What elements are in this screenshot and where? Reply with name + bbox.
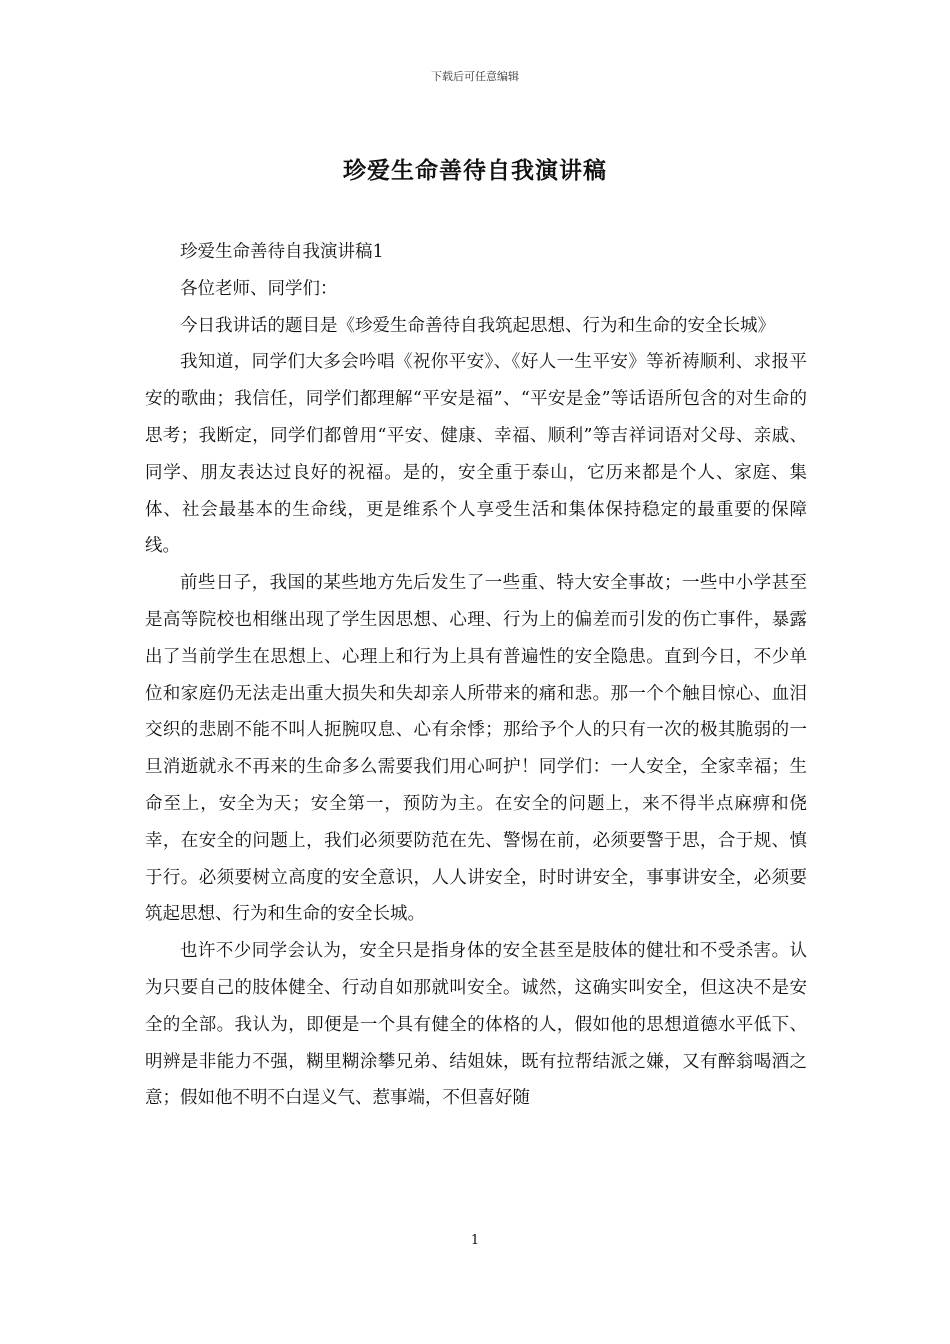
document-title: 珍爱生命善待自我演讲稿 <box>343 157 607 184</box>
body-paragraph: 今日我讲话的题目是《珍爱生命善待自我筑起思想、行为和生命的安全长城》 <box>180 315 775 336</box>
body-paragraph: 我知道，同学们大多会吟唱《祝你平安》、《好人一生平安》等祈祷顺利、求报平安的歌曲；我信任，同学们都理解“平安是福”、“平安是金”等话语所包含的对生命的思考；我断定，同学们都曾用“平安、健康、幸福、顺利”等吉祥词语对父母、亲戚、同学、朋友表达过良好的祝福。是的，安全重于泰山，它历来都是个人、家庭、集体、社会最基本的生命线，更是维系个人享受生活和集体保持稳定的最重要的保障线。 <box>145 352 807 557</box>
header-note: 下载后可任意编辑 <box>431 70 519 83</box>
page-number: 1 <box>470 1233 480 1248</box>
document-body <box>145 234 807 1117</box>
subtitle-paragraph: 珍爱生命善待自我演讲稿1 <box>180 242 384 262</box>
body-paragraph: 也许不少同学会认为，安全只是指身体的安全甚至是肢体的健壮和不受杀害。认为只要自己的肢体健全、行动自如那就叫安全。诚然，这确实叫安全，但这决不是安全的全部。我认为，即便是一个具有健全的体格的人，假如他的思想道德水平低下、明辨是非能力不强，糊里糊涂攀兄弟、结姐妹，既有拉帮结派之嫌，又有醉翁喝酒之意；假如他不明不白逞义气、惹事端，不但喜好随 <box>145 941 807 1109</box>
body-paragraph: 前些日子，我国的某些地方先后发生了一些重、特大安全事故；一些中小学甚至是高等院校也相继出现了学生因思想、心理、行为上的偏差而引发的伤亡事件，暴露出了当前学生在思想上、心理上和行为上具有普遍性的安全隐患。直到今日，不少单位和家庭仍无法走出重大损失和失却亲人所带来的痛和悲。那一个个触目惊心、血泪交织的悲剧不能不叫人扼腕叹息、心有余悸；那给予个人的只有一次的极其脆弱的一旦消逝就永不再来的生命多么需要我们用心呵护！同学们：一人安全，全家幸福；生命至上，安全为天；安全第一，预防为主。在安全的问题上，来不得半点麻痹和侥幸，在安全的问题上，我们必须要防范在先、警惕在前，必须要警于思，合于规、慎于行。必须要树立高度的安全意识，人人讲安全，时时讲安全，事事讲安全，必须要筑起思想、行为和生命的安全长城。 <box>145 573 807 925</box>
salutation-paragraph: 各位老师、同学们： <box>180 278 338 299</box>
